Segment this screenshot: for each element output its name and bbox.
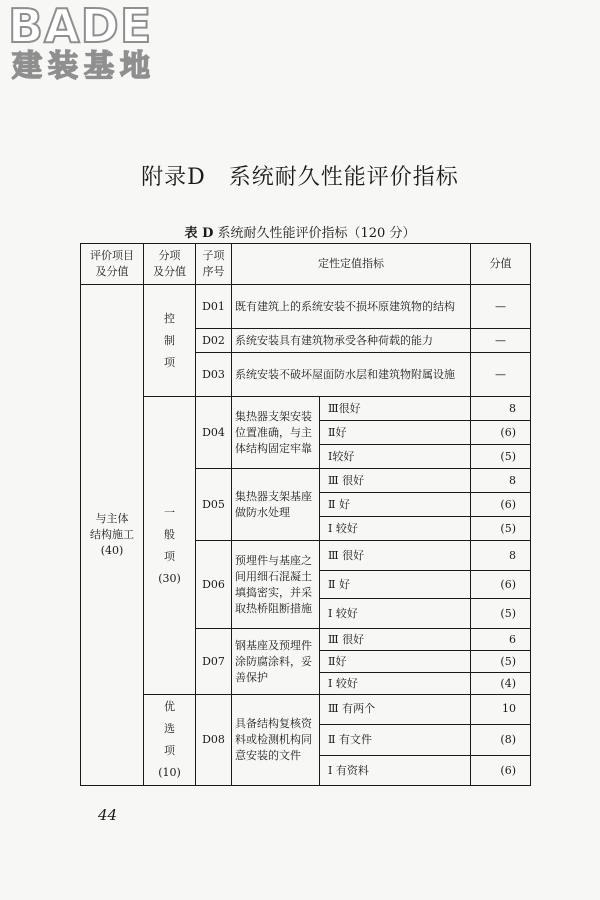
- table-caption-prefix: 表 D: [184, 226, 214, 241]
- score-cell: (5): [471, 445, 531, 469]
- score-cell: (5): [471, 599, 531, 629]
- grade-cell: Ⅱ 有文件: [320, 724, 471, 755]
- score-cell: 6: [471, 629, 531, 651]
- grade-cell: Ⅰ 较好: [320, 517, 471, 541]
- appendix-title: 附录D 系统耐久性能评价指标: [141, 165, 459, 190]
- score-cell: —: [471, 285, 531, 329]
- score-cell: (6): [471, 421, 531, 445]
- item-cell: 与主体 结构施工 (40): [81, 285, 144, 786]
- grade-cell: Ⅱ好: [320, 651, 471, 673]
- score-cell: (6): [471, 571, 531, 599]
- score-cell: 8: [471, 397, 531, 421]
- grade-cell: Ⅰ较好: [320, 445, 471, 469]
- table-row: [81, 695, 531, 725]
- grade-cell: Ⅰ 有资料: [320, 756, 471, 786]
- indicator-cell: 系统安装不破坏屋面防水层和建筑物附属设施: [232, 353, 471, 397]
- indicator-cell: 钢基座及预埋件涂防腐涂料，妥善保护: [232, 629, 320, 695]
- indicator-cell: 预埋件与基座之间用细石混凝土填捣密实，并采取热桥阻断措施: [232, 541, 320, 629]
- table-caption-text: 系统耐久性能评价指标（120 分）: [217, 226, 416, 241]
- grade-cell: Ⅰ 较好: [320, 599, 471, 629]
- indicator-cell: 既有建筑上的系统安装不损坏原建筑物的结构: [232, 285, 471, 329]
- indicator-cell: 系统安装具有建筑物承受各种荷载的能力: [232, 329, 471, 353]
- grade-cell: Ⅱ好: [320, 421, 471, 445]
- score-cell: (5): [471, 651, 531, 673]
- evaluation-table-wrapper: [80, 243, 530, 786]
- code-cell: D01: [196, 285, 232, 329]
- logo-chinese-text: 建装基地: [12, 49, 156, 84]
- score-cell: (5): [471, 517, 531, 541]
- group-general-cell: 一 般 项 (30): [144, 397, 196, 695]
- score-cell: —: [471, 353, 531, 397]
- grade-cell: Ⅲ 很好: [320, 629, 471, 651]
- indicator-cell: 集热器支架安装位置准确，与主体结构固定牢靠: [232, 397, 320, 469]
- grade-cell: Ⅱ 好: [320, 493, 471, 517]
- table-row: [81, 397, 531, 421]
- header-indicator: 定性定值指标: [232, 244, 471, 285]
- code-cell: D03: [196, 353, 232, 397]
- score-cell: —: [471, 329, 531, 353]
- score-cell: 8: [471, 541, 531, 571]
- score-cell: 10: [471, 695, 531, 725]
- grade-cell: Ⅱ 好: [320, 571, 471, 599]
- table-caption: [0, 222, 600, 241]
- bade-logo: [8, 2, 156, 84]
- header-item: 评价项目 及分值: [81, 244, 144, 285]
- page-number: 44: [98, 806, 118, 824]
- code-cell: D04: [196, 397, 232, 469]
- grade-cell: Ⅲ 很好: [320, 541, 471, 571]
- code-cell: D02: [196, 329, 232, 353]
- indicator-cell: 具备结构复核资料或检测机构同意安装的文件: [232, 695, 320, 786]
- header-code: 子项 序号: [196, 244, 232, 285]
- score-cell: (6): [471, 493, 531, 517]
- grade-cell: Ⅰ 较好: [320, 673, 471, 695]
- logo-wordmark: BADE: [8, 0, 153, 53]
- code-cell: D05: [196, 469, 232, 541]
- grade-cell: Ⅲ 有两个: [320, 695, 471, 725]
- evaluation-table: [80, 243, 531, 786]
- grade-cell: Ⅲ很好: [320, 397, 471, 421]
- code-cell: D06: [196, 541, 232, 629]
- score-cell: (8): [471, 724, 531, 755]
- code-cell: D08: [196, 695, 232, 786]
- indicator-cell: 集热器支架基座做防水处理: [232, 469, 320, 541]
- group-control-cell: 控 制 项: [144, 285, 196, 397]
- table-header-row: [81, 244, 531, 285]
- score-cell: (6): [471, 756, 531, 786]
- header-score: 分值: [471, 244, 531, 285]
- grade-cell: Ⅲ 很好: [320, 469, 471, 493]
- group-optional-cell: 优 选 项 (10): [144, 695, 196, 786]
- score-cell: 8: [471, 469, 531, 493]
- table-row: [81, 285, 531, 329]
- score-cell: (4): [471, 673, 531, 695]
- code-cell: D07: [196, 629, 232, 695]
- header-subitem: 分项 及分值: [144, 244, 196, 285]
